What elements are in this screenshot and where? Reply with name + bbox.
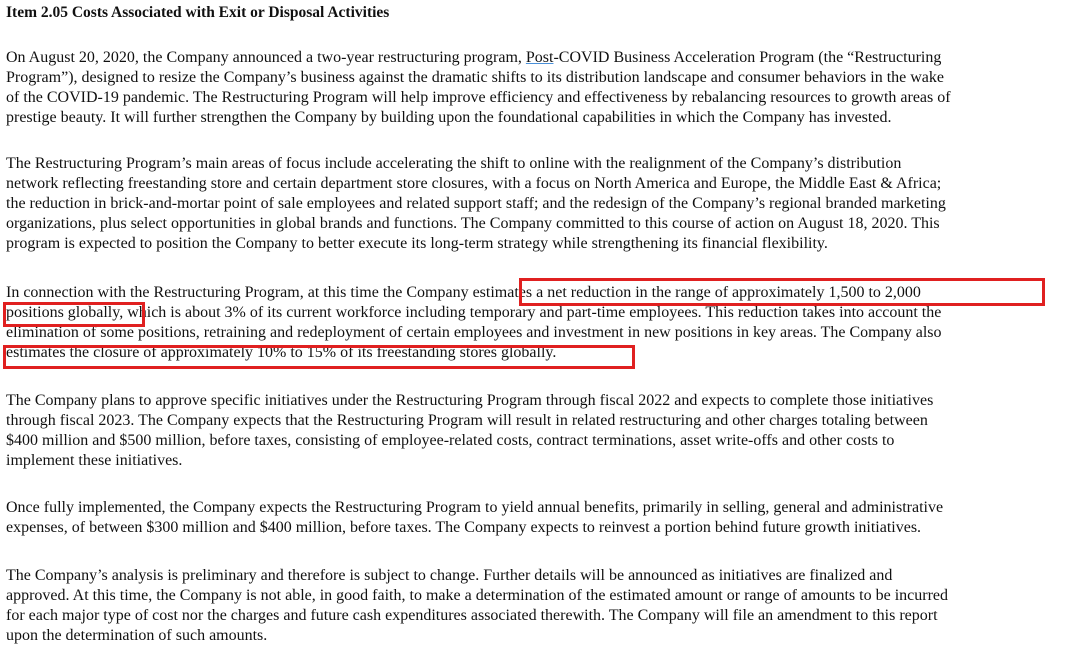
paragraph-charges xyxy=(6,391,1078,471)
paragraph-program-announcement xyxy=(6,48,1078,128)
text-line: network reflecting freestanding store and certain department store closures, with a focus on North America and Europe, the Middle East & Africa; xyxy=(6,175,942,192)
text-line: program is expected to position the Company to better execute its long-term strategy while strengthening its financial flexibility. xyxy=(6,235,828,252)
text-line: the reduction in brick-and-mortar point of sale employees and related support staff; and the redesign of the Company’s regional branded marketing xyxy=(6,195,946,212)
text-line: upon the determination of such amounts. xyxy=(6,627,268,644)
section-heading: Item 2.05 Costs Associated with Exit or Disposal Activities xyxy=(6,4,390,21)
paragraph-preliminary-analysis xyxy=(6,566,1078,646)
text-segment: On August 20, 2020, the Company announced a two-year restructuring program, xyxy=(6,49,526,66)
text-line: prestige beauty. It will further strengthen the Company by building upon the foundational capabilities in which the Company has invested. xyxy=(6,109,892,126)
text-segment: -COVID Business Acceleration Program (the “Restructuring xyxy=(553,49,942,66)
text-line: implement these initiatives. xyxy=(6,452,183,469)
text-line: estimates the closure of approximately 10% to 15% of its freestanding stores globally. xyxy=(6,344,557,361)
text-line: The Restructuring Program’s main areas of focus include accelerating the shift to online with the realignment of the Company’s distribution xyxy=(6,155,902,172)
highlight-box-positions-globally xyxy=(3,302,145,327)
text-line: organizations, plus select opportunities in global brands and functions. The Company committed to this course of action on August 18, 2020. This xyxy=(6,215,940,232)
text-line: In connection with the Restructuring Program, at this time the Company estimates a net reduction in the range of approximately 1,500 to 2,000 xyxy=(6,284,921,301)
text-line: elimination of some positions, retraining and redeployment of certain employees and investment in new positions in key areas. The Company also xyxy=(6,324,942,341)
text-line: positions globally, which is about 3% of its current workforce including temporary and part-time employees. This reduction takes into account the xyxy=(6,304,942,321)
text-line: $400 million and $500 million, before taxes, consisting of employee-related costs, contract terminations, asset write-offs and other costs to xyxy=(6,432,895,449)
text-line: through fiscal 2023. The Company expects that the Restructuring Program will result in related restructuring and other charges totaling between xyxy=(6,412,928,429)
text-line xyxy=(6,48,1078,68)
paragraph-areas-of-focus xyxy=(6,154,1078,254)
text-line: The Company’s analysis is preliminary and therefore is subject to change. Further details will be announced as initiatives are finalized and xyxy=(6,567,893,584)
text-line: Once fully implemented, the Company expects the Restructuring Program to yield annual benefits, primarily in selling, general and administrative xyxy=(6,499,944,516)
text-line: expenses, of between $300 million and $400 million, before taxes. The Company expects to reinvest a portion behind future growth initiatives. xyxy=(6,519,922,536)
text-line: Program”), designed to resize the Company’s business against the dramatic shifts to its distribution landscape and consumer behaviors in the wake xyxy=(6,69,945,86)
text-line: approved. At this time, the Company is not able, in good faith, to make a determination of the estimated amount or range of amounts to be incurred xyxy=(6,587,948,604)
highlight-box-store-closures xyxy=(3,345,635,369)
paragraph-benefits xyxy=(6,498,1078,538)
text-line: for each major type of cost nor the charges and future cash expenditures associated therewith. The Company will file an amendment to this report xyxy=(6,607,938,624)
highlight-box-net-reduction xyxy=(519,278,1045,306)
underlined-word: Post xyxy=(525,49,554,66)
text-line: The Company plans to approve specific initiatives under the Restructuring Program through fiscal 2022 and expects to complete those initiatives xyxy=(6,392,934,409)
text-line: of the COVID-19 pandemic. The Restructuring Program will help improve efficiency and effectiveness by rebalancing resources to growth areas of xyxy=(6,89,951,106)
